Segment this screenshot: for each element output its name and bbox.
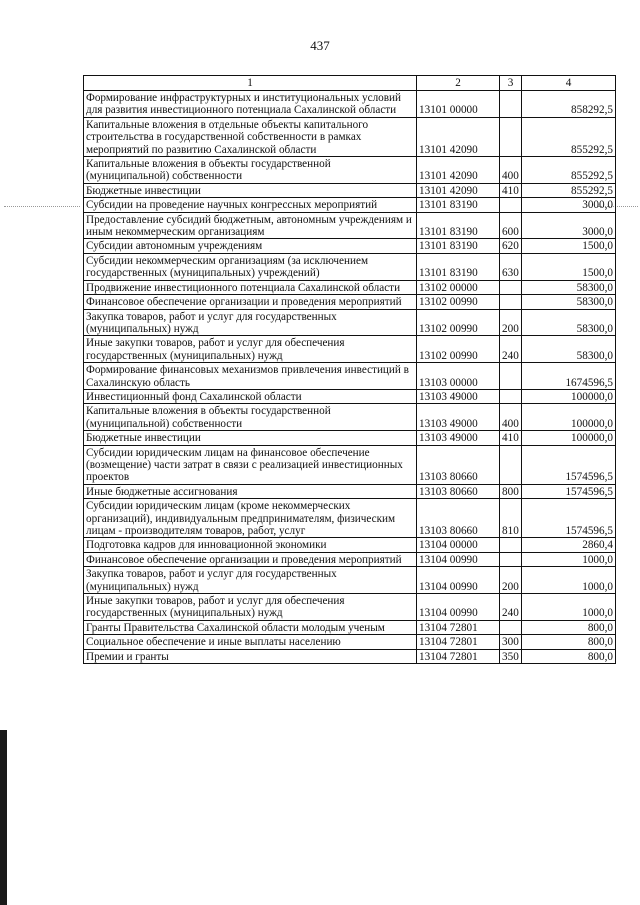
row-code-cell: 13101 42090 — [417, 117, 500, 156]
row-code-cell: 13104 00990 — [417, 552, 500, 566]
row-code-cell: 13104 00990 — [417, 594, 500, 621]
row-type-cell — [500, 198, 522, 212]
table-row — [84, 499, 616, 538]
row-amount-cell: 1574596,5 — [522, 445, 616, 484]
table-row — [84, 239, 616, 253]
row-code-cell: 13103 49000 — [417, 431, 500, 445]
row-amount-cell: 58300,0 — [522, 295, 616, 309]
row-amount-cell: 1500,0 — [522, 253, 616, 280]
column-header-1: 1 — [84, 76, 417, 91]
row-type-cell: 400 — [500, 157, 522, 184]
table-row — [84, 117, 616, 156]
row-code-cell: 13103 00000 — [417, 363, 500, 390]
table-row — [84, 404, 616, 431]
row-name-cell: Социальное обеспечение и иные выплаты населению — [84, 635, 417, 649]
row-name-cell: Финансовое обеспечение организации и проведения мероприятий — [84, 552, 417, 566]
scan-artifact-left — [4, 206, 80, 208]
row-type-cell: 300 — [500, 635, 522, 649]
table-header-row — [84, 76, 616, 91]
row-name-cell: Закупка товаров, работ и услуг для государственных (муниципальных) нужд — [84, 567, 417, 594]
row-type-cell — [500, 117, 522, 156]
row-name-cell: Инвестиционный фонд Сахалинской области — [84, 389, 417, 403]
row-amount-cell: 1674596,5 — [522, 363, 616, 390]
row-amount-cell: 800,0 — [522, 620, 616, 634]
row-amount-cell: 855292,5 — [522, 117, 616, 156]
row-amount-cell: 855292,5 — [522, 157, 616, 184]
row-amount-cell: 58300,0 — [522, 336, 616, 363]
table-row — [84, 336, 616, 363]
table-row — [84, 635, 616, 649]
row-name-cell: Капитальные вложения в объекты государственной (муниципальной) собственности — [84, 157, 417, 184]
row-type-cell: 240 — [500, 336, 522, 363]
row-type-cell — [500, 389, 522, 403]
row-code-cell: 13102 00990 — [417, 336, 500, 363]
row-type-cell: 350 — [500, 649, 522, 663]
row-type-cell — [500, 552, 522, 566]
row-code-cell: 13101 42090 — [417, 157, 500, 184]
row-amount-cell: 58300,0 — [522, 309, 616, 336]
column-header-4: 4 — [522, 76, 616, 91]
row-type-cell — [500, 620, 522, 634]
row-type-cell: 600 — [500, 212, 522, 239]
table-row — [84, 363, 616, 390]
row-name-cell: Закупка товаров, работ и услуг для государственных (муниципальных) нужд — [84, 309, 417, 336]
row-name-cell: Субсидии некоммерческим организациям (за исключением государственных (муниципальных) учреждений) — [84, 253, 417, 280]
row-amount-cell: 1574596,5 — [522, 484, 616, 498]
row-code-cell: 13101 83190 — [417, 198, 500, 212]
row-code-cell: 13103 80660 — [417, 499, 500, 538]
row-name-cell: Предоставление субсидий бюджетным, автономным учреждениям и иным некоммерческим организациям — [84, 212, 417, 239]
row-code-cell: 13102 00990 — [417, 309, 500, 336]
row-amount-cell: 855292,5 — [522, 183, 616, 197]
row-amount-cell: 1574596,5 — [522, 499, 616, 538]
row-code-cell: 13102 00000 — [417, 280, 500, 294]
row-name-cell: Финансовое обеспечение организации и проведения мероприятий — [84, 295, 417, 309]
row-type-cell: 240 — [500, 594, 522, 621]
row-amount-cell: 100000,0 — [522, 431, 616, 445]
row-name-cell: Бюджетные инвестиции — [84, 431, 417, 445]
table-row — [84, 157, 616, 184]
row-name-cell: Иные закупки товаров, работ и услуг для обеспечения государственных (муниципальных) нужд — [84, 594, 417, 621]
row-amount-cell: 100000,0 — [522, 404, 616, 431]
table-row — [84, 445, 616, 484]
budget-table — [83, 75, 616, 664]
row-name-cell: Формирование инфраструктурных и институциональных условий для развития инвестиционного потенциала Сахалинской области — [84, 91, 417, 118]
row-type-cell: 810 — [500, 499, 522, 538]
table-body — [84, 91, 616, 664]
row-type-cell: 410 — [500, 431, 522, 445]
row-type-cell: 630 — [500, 253, 522, 280]
row-name-cell: Субсидии автономным учреждениям — [84, 239, 417, 253]
row-code-cell: 13102 00990 — [417, 295, 500, 309]
row-amount-cell: 100000,0 — [522, 389, 616, 403]
row-code-cell: 13103 49000 — [417, 404, 500, 431]
row-name-cell: Капитальные вложения в объекты государственной (муниципальной) собственности — [84, 404, 417, 431]
table-row — [84, 649, 616, 663]
row-name-cell: Продвижение инвестиционного потенциала Сахалинской области — [84, 280, 417, 294]
row-amount-cell: 800,0 — [522, 649, 616, 663]
row-code-cell: 13101 42090 — [417, 183, 500, 197]
row-amount-cell: 1000,0 — [522, 552, 616, 566]
table-row — [84, 484, 616, 498]
table-row — [84, 389, 616, 403]
row-amount-cell: 1000,0 — [522, 567, 616, 594]
table-row — [84, 552, 616, 566]
row-type-cell — [500, 280, 522, 294]
row-name-cell: Капитальные вложения в отдельные объекты капитального строительства в государственной собственности в рамках мероприятий по развитию Сахалинской области — [84, 117, 417, 156]
row-code-cell: 13104 72801 — [417, 649, 500, 663]
row-name-cell: Формирование финансовых механизмов привлечения инвестиций в Сахалинскую область — [84, 363, 417, 390]
table-row — [84, 183, 616, 197]
table-row — [84, 309, 616, 336]
row-code-cell: 13104 72801 — [417, 620, 500, 634]
row-name-cell: Иные бюджетные ассигнования — [84, 484, 417, 498]
row-type-cell — [500, 538, 522, 552]
row-code-cell: 13103 49000 — [417, 389, 500, 403]
row-name-cell: Подготовка кадров для инновационной экономики — [84, 538, 417, 552]
row-type-cell: 200 — [500, 567, 522, 594]
row-type-cell: 200 — [500, 309, 522, 336]
table-row — [84, 198, 616, 212]
column-header-3: 3 — [500, 76, 522, 91]
table-row — [84, 620, 616, 634]
row-name-cell: Премии и гранты — [84, 649, 417, 663]
row-amount-cell: 800,0 — [522, 635, 616, 649]
column-header-2: 2 — [417, 76, 500, 91]
table-row — [84, 280, 616, 294]
row-amount-cell: 3000,0 — [522, 212, 616, 239]
row-amount-cell: 3000,0 — [522, 198, 616, 212]
row-type-cell — [500, 445, 522, 484]
row-name-cell: Субсидии юридическим лицам (кроме некоммерческих организаций), индивидуальным предпринимателям, физическим лицам - производителям товаров, работ, услуг — [84, 499, 417, 538]
row-name-cell: Субсидии на проведение научных конгрессных мероприятий — [84, 198, 417, 212]
row-amount-cell: 1500,0 — [522, 239, 616, 253]
table-row — [84, 212, 616, 239]
row-name-cell: Субсидии юридическим лицам на финансовое обеспечение (возмещение) части затрат в связи с реализацией инвестиционных проектов — [84, 445, 417, 484]
row-amount-cell: 2860,4 — [522, 538, 616, 552]
row-type-cell — [500, 363, 522, 390]
row-amount-cell: 858292,5 — [522, 91, 616, 118]
row-amount-cell: 1000,0 — [522, 594, 616, 621]
row-type-cell: 800 — [500, 484, 522, 498]
row-code-cell: 13101 00000 — [417, 91, 500, 118]
row-code-cell: 13104 00000 — [417, 538, 500, 552]
row-type-cell: 410 — [500, 183, 522, 197]
table-row — [84, 538, 616, 552]
row-code-cell: 13101 83190 — [417, 253, 500, 280]
row-type-cell — [500, 91, 522, 118]
table-row — [84, 253, 616, 280]
scan-edge-mark — [0, 730, 7, 905]
row-type-cell: 620 — [500, 239, 522, 253]
row-name-cell: Иные закупки товаров, работ и услуг для обеспечения государственных (муниципальных) нужд — [84, 336, 417, 363]
page-number: 437 — [310, 38, 330, 53]
row-code-cell: 13103 80660 — [417, 484, 500, 498]
row-name-cell: Бюджетные инвестиции — [84, 183, 417, 197]
row-type-cell — [500, 295, 522, 309]
row-name-cell: Гранты Правительства Сахалинской области молодым ученым — [84, 620, 417, 634]
row-code-cell: 13103 80660 — [417, 445, 500, 484]
table-row — [84, 431, 616, 445]
table-row — [84, 295, 616, 309]
row-code-cell: 13104 72801 — [417, 635, 500, 649]
table-row — [84, 567, 616, 594]
table-row — [84, 594, 616, 621]
row-code-cell: 13101 83190 — [417, 212, 500, 239]
row-amount-cell: 58300,0 — [522, 280, 616, 294]
row-type-cell: 400 — [500, 404, 522, 431]
row-code-cell: 13101 83190 — [417, 239, 500, 253]
table-row — [84, 91, 616, 118]
row-code-cell: 13104 00990 — [417, 567, 500, 594]
